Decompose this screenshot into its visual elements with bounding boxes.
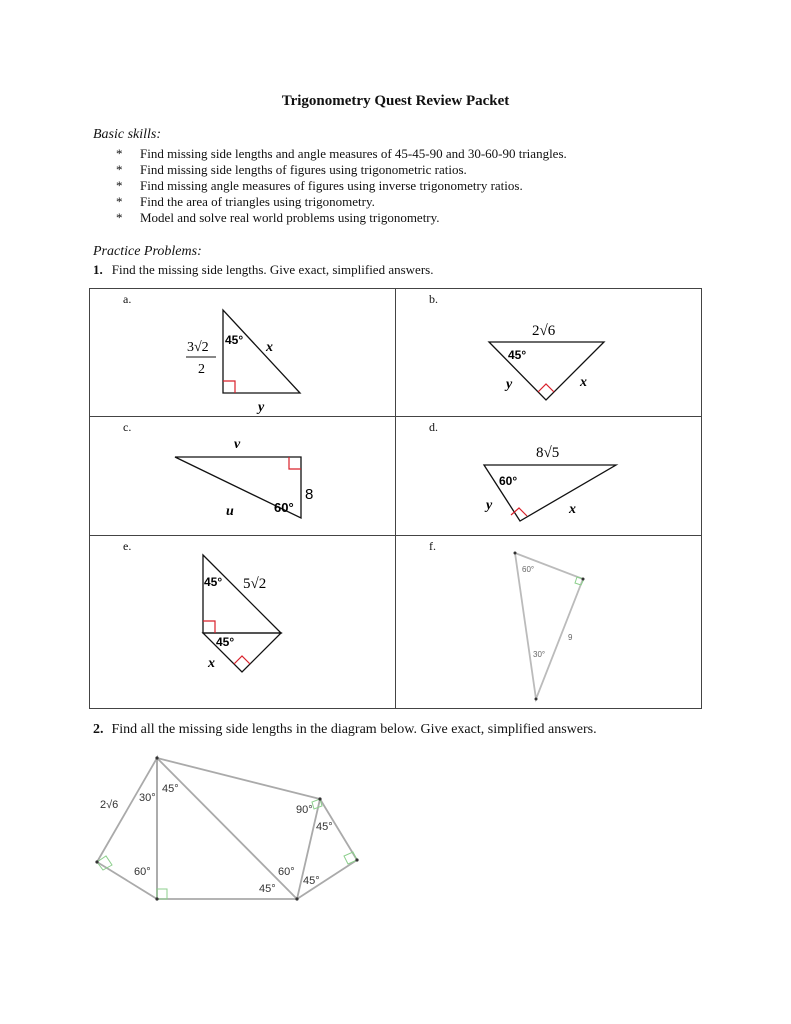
problem-number: 1. bbox=[93, 262, 103, 277]
problem-number: 2. bbox=[93, 722, 104, 737]
skill-text: Model and solve real world problems using trigonometry. bbox=[140, 210, 440, 225]
angle-label: 45° bbox=[216, 635, 235, 649]
side-label: 2√6 bbox=[100, 799, 119, 811]
cell-label: d. bbox=[429, 420, 438, 434]
problem-text: Find all the missing side lengths in the diagram below. Give exact, simplified answers. bbox=[111, 722, 597, 737]
problem-2 bbox=[93, 722, 597, 738]
side-x: x bbox=[266, 340, 273, 355]
angle-label: 30° bbox=[533, 650, 546, 659]
triangle-a bbox=[90, 289, 395, 416]
angle-label: 45° bbox=[204, 575, 223, 589]
side-numerator: 3√2 bbox=[187, 340, 209, 355]
side-y: y bbox=[486, 498, 493, 513]
diagram-2 bbox=[0, 740, 791, 920]
cell-label: b. bbox=[429, 292, 438, 306]
side-v: v bbox=[234, 437, 241, 452]
cell-b bbox=[396, 289, 702, 417]
angle-label: 45° bbox=[162, 783, 179, 795]
angle-label: 45° bbox=[303, 875, 320, 887]
angle-label: 60° bbox=[522, 565, 535, 574]
cell-f bbox=[396, 536, 702, 709]
skill-text: Find missing angle measures of figures using inverse trigonometry ratios. bbox=[140, 178, 523, 193]
cell-d bbox=[396, 417, 702, 536]
side-value: 9 bbox=[568, 633, 573, 642]
side-denominator: 2 bbox=[198, 362, 205, 377]
problem-1 bbox=[93, 262, 433, 278]
side-y: y bbox=[506, 377, 513, 392]
triangle-b bbox=[396, 289, 701, 416]
bullet: * bbox=[116, 146, 123, 161]
cell-e bbox=[90, 536, 396, 709]
problem-1-grid bbox=[89, 288, 702, 709]
angle-label: 60° bbox=[278, 866, 295, 878]
bullet: * bbox=[116, 162, 123, 177]
angle-label: 45° bbox=[508, 348, 527, 362]
cell-label: c. bbox=[123, 420, 132, 434]
basic-skills-heading: Basic skills: bbox=[93, 127, 162, 142]
skill-text: Find missing side lengths and angle measures of 45-45-90 and 30-60-90 triangles. bbox=[140, 146, 567, 161]
bullet: * bbox=[116, 210, 123, 225]
side-top: 8√5 bbox=[536, 445, 560, 461]
angle-label: 60° bbox=[134, 866, 151, 878]
skill-text: Find missing side lengths of figures using trigonometric ratios. bbox=[140, 162, 467, 177]
triangle-c bbox=[90, 417, 395, 535]
problem-text: Find the missing side lengths. Give exact, simplified answers. bbox=[111, 262, 434, 277]
side-x: x bbox=[569, 502, 576, 517]
triangle-e bbox=[90, 536, 395, 708]
cell-c bbox=[90, 417, 396, 536]
triangle-d bbox=[396, 417, 701, 535]
side-hyp: 5√2 bbox=[243, 576, 267, 592]
angle-label: 90° bbox=[296, 804, 313, 816]
angle-label: 45° bbox=[259, 883, 276, 895]
bullet: * bbox=[116, 178, 123, 193]
cell-label: a. bbox=[123, 292, 132, 306]
angle-label: 60° bbox=[274, 500, 294, 515]
angle-label: 60° bbox=[499, 474, 518, 488]
side-u: u bbox=[226, 504, 234, 519]
side-y: y bbox=[258, 400, 265, 415]
angle-label: 45° bbox=[316, 821, 333, 833]
page-title: Trigonometry Quest Review Packet bbox=[281, 93, 510, 109]
side-top: 2√6 bbox=[532, 323, 556, 339]
angle-label: 45° bbox=[225, 333, 244, 347]
angle-label: 30° bbox=[139, 792, 156, 804]
practice-heading: Practice Problems: bbox=[93, 244, 202, 259]
side-x: x bbox=[580, 375, 587, 390]
cell-label: f. bbox=[429, 539, 436, 553]
side-value: 8 bbox=[305, 486, 314, 503]
cell-a bbox=[90, 289, 396, 417]
side-x: x bbox=[208, 656, 215, 671]
skill-text: Find the area of triangles using trigonometry. bbox=[140, 194, 375, 209]
bullet: * bbox=[116, 194, 123, 209]
triangle-f bbox=[396, 536, 701, 708]
cell-label: e. bbox=[123, 539, 132, 553]
